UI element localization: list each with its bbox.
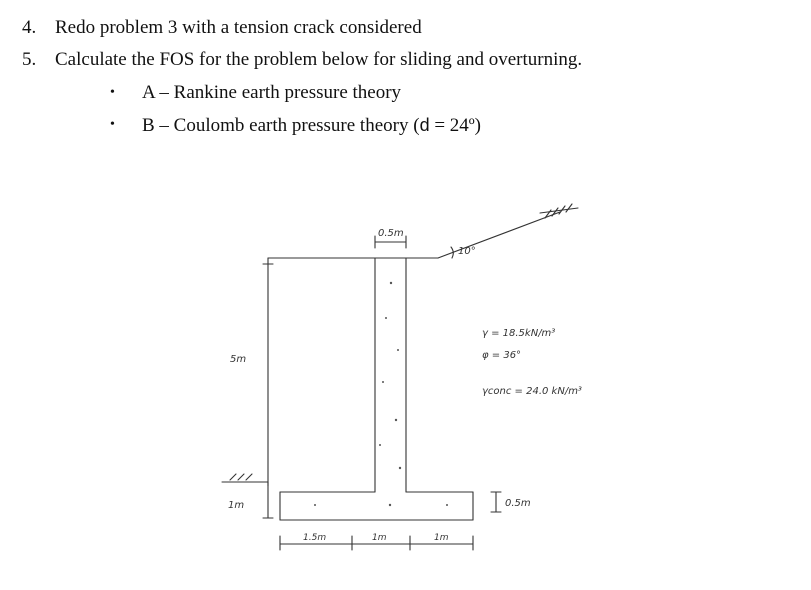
wall-friction-symbol: d — [419, 115, 430, 135]
bullet-coulomb-text: B – Coulomb earth pressure theory ( — [142, 115, 420, 136]
stem-width-label: 0.5m — [378, 228, 404, 239]
base-thickness-label: 0.5m — [505, 498, 531, 509]
bullet-rankine-text: A – Rankine earth pressure theory — [142, 82, 402, 103]
height-label: 5m — [230, 354, 247, 365]
heel-label: 1m — [434, 533, 449, 543]
concrete-unit-weight-label: γconc = 24.0 kN/m³ — [482, 386, 582, 397]
aggregate-dots — [314, 282, 448, 506]
friction-angle-label: φ = 36° — [482, 350, 522, 361]
problem-4-text: Redo problem 3 with a tension crack considered — [55, 17, 422, 38]
slope-angle-label: 10° — [458, 246, 476, 257]
bullet-marker: • — [110, 117, 115, 132]
soil-unit-weight-label: γ = 18.5kN/m³ — [482, 328, 556, 339]
stem-base-label: 1m — [372, 533, 387, 543]
problem-5-text: Calculate the FOS for the problem below for sliding and overturning. — [55, 49, 583, 70]
toe-label: 1.5m — [303, 533, 327, 543]
backfill-slope — [438, 212, 560, 258]
bullet-marker: • — [110, 85, 115, 100]
bullet-coulomb-suffix: = 24º) — [429, 115, 482, 136]
embed-label: 1m — [228, 500, 245, 511]
problem-5-number: 5. — [22, 49, 37, 70]
problem-4-number: 4. — [22, 17, 37, 38]
